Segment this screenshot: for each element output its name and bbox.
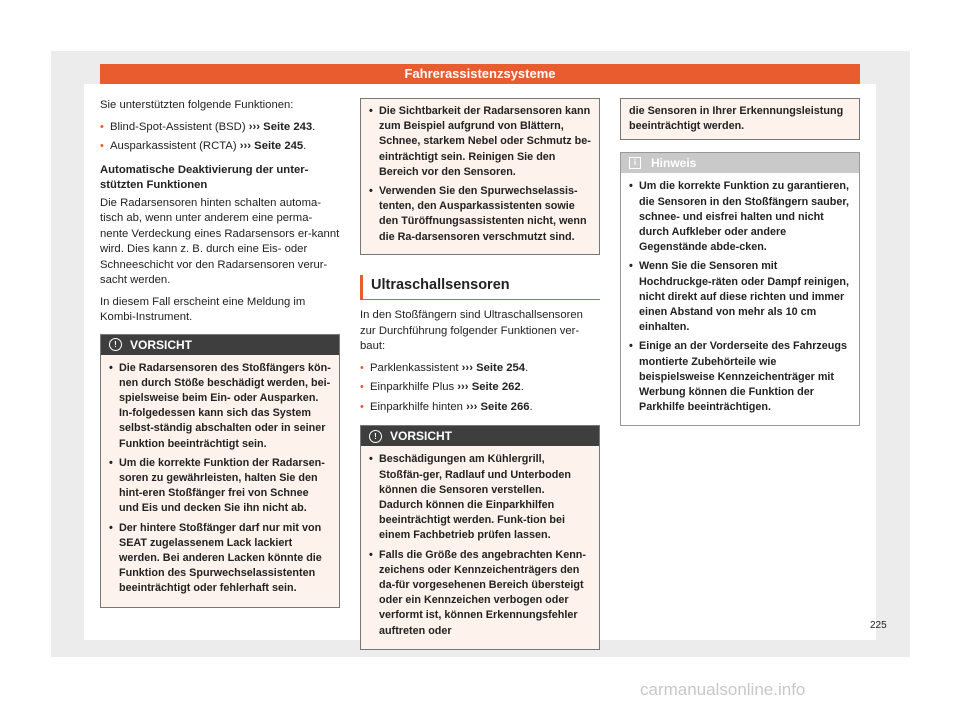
caution-box-continued: die Sensoren in Ihrer Erkennungsleistung beeinträchtigt werden. (620, 98, 860, 140)
caution-title: VORSICHT (130, 337, 193, 352)
list-item: • Ausparkassistent (RCTA) ››› Seite 245. (100, 140, 307, 152)
paragraph: Die Radarsensoren hinten schalten automa-tisch ab, wenn unter anderem eine perma-nente Verdeckung eines Radarsensors er-kannt wird. Dies kann z. B. durch eine Eis- oder Schneeschicht vor den Radarsensoren verur-sacht werden. (100, 196, 340, 286)
page-link[interactable]: ››› Seite 245 (239, 140, 304, 152)
intro-text: In den Stoßfängern sind Ultraschallsensoren zur Durchführung folgender Funktionen ver-baut: (360, 309, 583, 353)
page-link[interactable]: ››› Seite 266 (466, 400, 530, 413)
page-link[interactable]: ››› Seite 254 (461, 361, 526, 374)
intro-text: Sie unterstützten folgende Funktionen: (100, 99, 294, 111)
note-item: • Um die korrekte Funktion zu garantieren, die Sensoren in den Stoßfängern sauber, schnee- und eisfrei halten und nicht durch Aufkleber oder andere Gegenstände abde-cken. (629, 180, 849, 254)
note-header (621, 153, 859, 173)
list-item: • Einparkhilfe Plus ››› Seite 262. (360, 381, 524, 394)
note-item: • Einige an der Vorderseite des Fahrzeugs montierte Zubehörteile wie beispielsweise Kennzeichenträger mit Werbung können die Funktion der Parkhilfe beeinträchtigen. (629, 340, 848, 414)
caution-item: • Um die korrekte Funktion der Radarsen-soren zu gewährleisten, halten Sie den hint-eren Stoßfänger frei von Schnee und Eis und decken Sie ihn nicht ab. (109, 456, 325, 515)
note-box (620, 152, 860, 426)
caution-box (360, 425, 600, 649)
warning-icon: ! (369, 430, 382, 443)
warning-icon: ! (109, 338, 122, 351)
column-3 (620, 98, 860, 426)
chapter-header: Fahrerassistenzsysteme (100, 64, 860, 84)
caution-item: • Die Sichtbarkeit der Radarsensoren kann zum Beispiel aufgrund von Blättern, Schnee, starkem Nebel oder Schmutz be-einträchtigt sein. Reinigen Sie den Bereich vor den Sensoren. (369, 105, 591, 178)
paragraph: In diesem Fall erscheint eine Meldung im Kombi-Instrument. (100, 295, 306, 323)
caution-header (361, 426, 599, 446)
page-link[interactable]: ››› Seite 262 (457, 381, 521, 394)
list-item: • Blind-Spot-Assistent (BSD) ››› Seite 243. (100, 120, 316, 133)
caution-box-continued (360, 98, 600, 255)
caution-item: • Falls die Größe des angebrachten Kenn-zeichens oder Kennzeichenträgers den da-für vorgesehenen Bereich übersteigt oder ein Kennzeichen verbogen oder verformt ist, können Erkennungsfehler auftreten oder (369, 548, 586, 637)
subheading: Automatische Deaktivierung der unter-stützten Funktionen (100, 163, 309, 191)
list-item: • Parklenkassistent ››› Seite 254. (360, 361, 529, 374)
info-icon: i (629, 157, 641, 169)
page-link[interactable]: ››› Seite 243 (248, 120, 313, 133)
section-title: Ultraschallsensoren (360, 275, 600, 301)
caution-title: VORSICHT (390, 429, 453, 444)
column-2 (360, 98, 600, 650)
list-item: • Einparkhilfe hinten ››› Seite 266. (360, 400, 533, 413)
column-1 (100, 98, 340, 608)
page-number: 225 (870, 620, 887, 631)
caution-box (100, 334, 340, 608)
caution-item: • Verwenden Sie den Spurwechselassis-tenten, den Ausparkassistenten sowie den Türöffnungsassistenten nicht, wenn die Ra-darsensoren verschmutzt sind. (369, 185, 587, 243)
caution-header (101, 335, 339, 355)
note-title: Hinweis (651, 156, 697, 171)
caution-item: • Die Radarsensoren des Stoßfängers kön-nen durch Stöße beschädigt werden, bei-spielsweise beim Ein- oder Ausparken. In-folgedessen kann sich das System selbst-ständig abschalten oder in seiner Funktion beeinträchtigt sein. (109, 361, 331, 450)
caution-item: • Der hintere Stoßfänger darf nur mit von SEAT zugelassenem Lack lackiert werden. Bei anderen Lacken könnte die Funktion des Spurwechselassistenten beeinträchtigt oder fehlerhaft sein. (109, 521, 322, 595)
caution-item: • Beschädigungen am Kühlergrill, Stoßfän-ger, Radlauf und Unterboden können die Sensoren verstellen. Dadurch können die Einparkhilfen beeinträchtigt werden. Funk-tion bei einem Fachbetrieb prüfen lassen. (369, 453, 571, 542)
watermark: carmanualsonline.info (640, 680, 806, 699)
note-item: • Wenn Sie die Sensoren mit Hochdruckge-räten oder Dampf reinigen, nicht direkt auf diese richten und immer einen Abstand von mehr als 10 cm einhalten. (629, 260, 849, 334)
